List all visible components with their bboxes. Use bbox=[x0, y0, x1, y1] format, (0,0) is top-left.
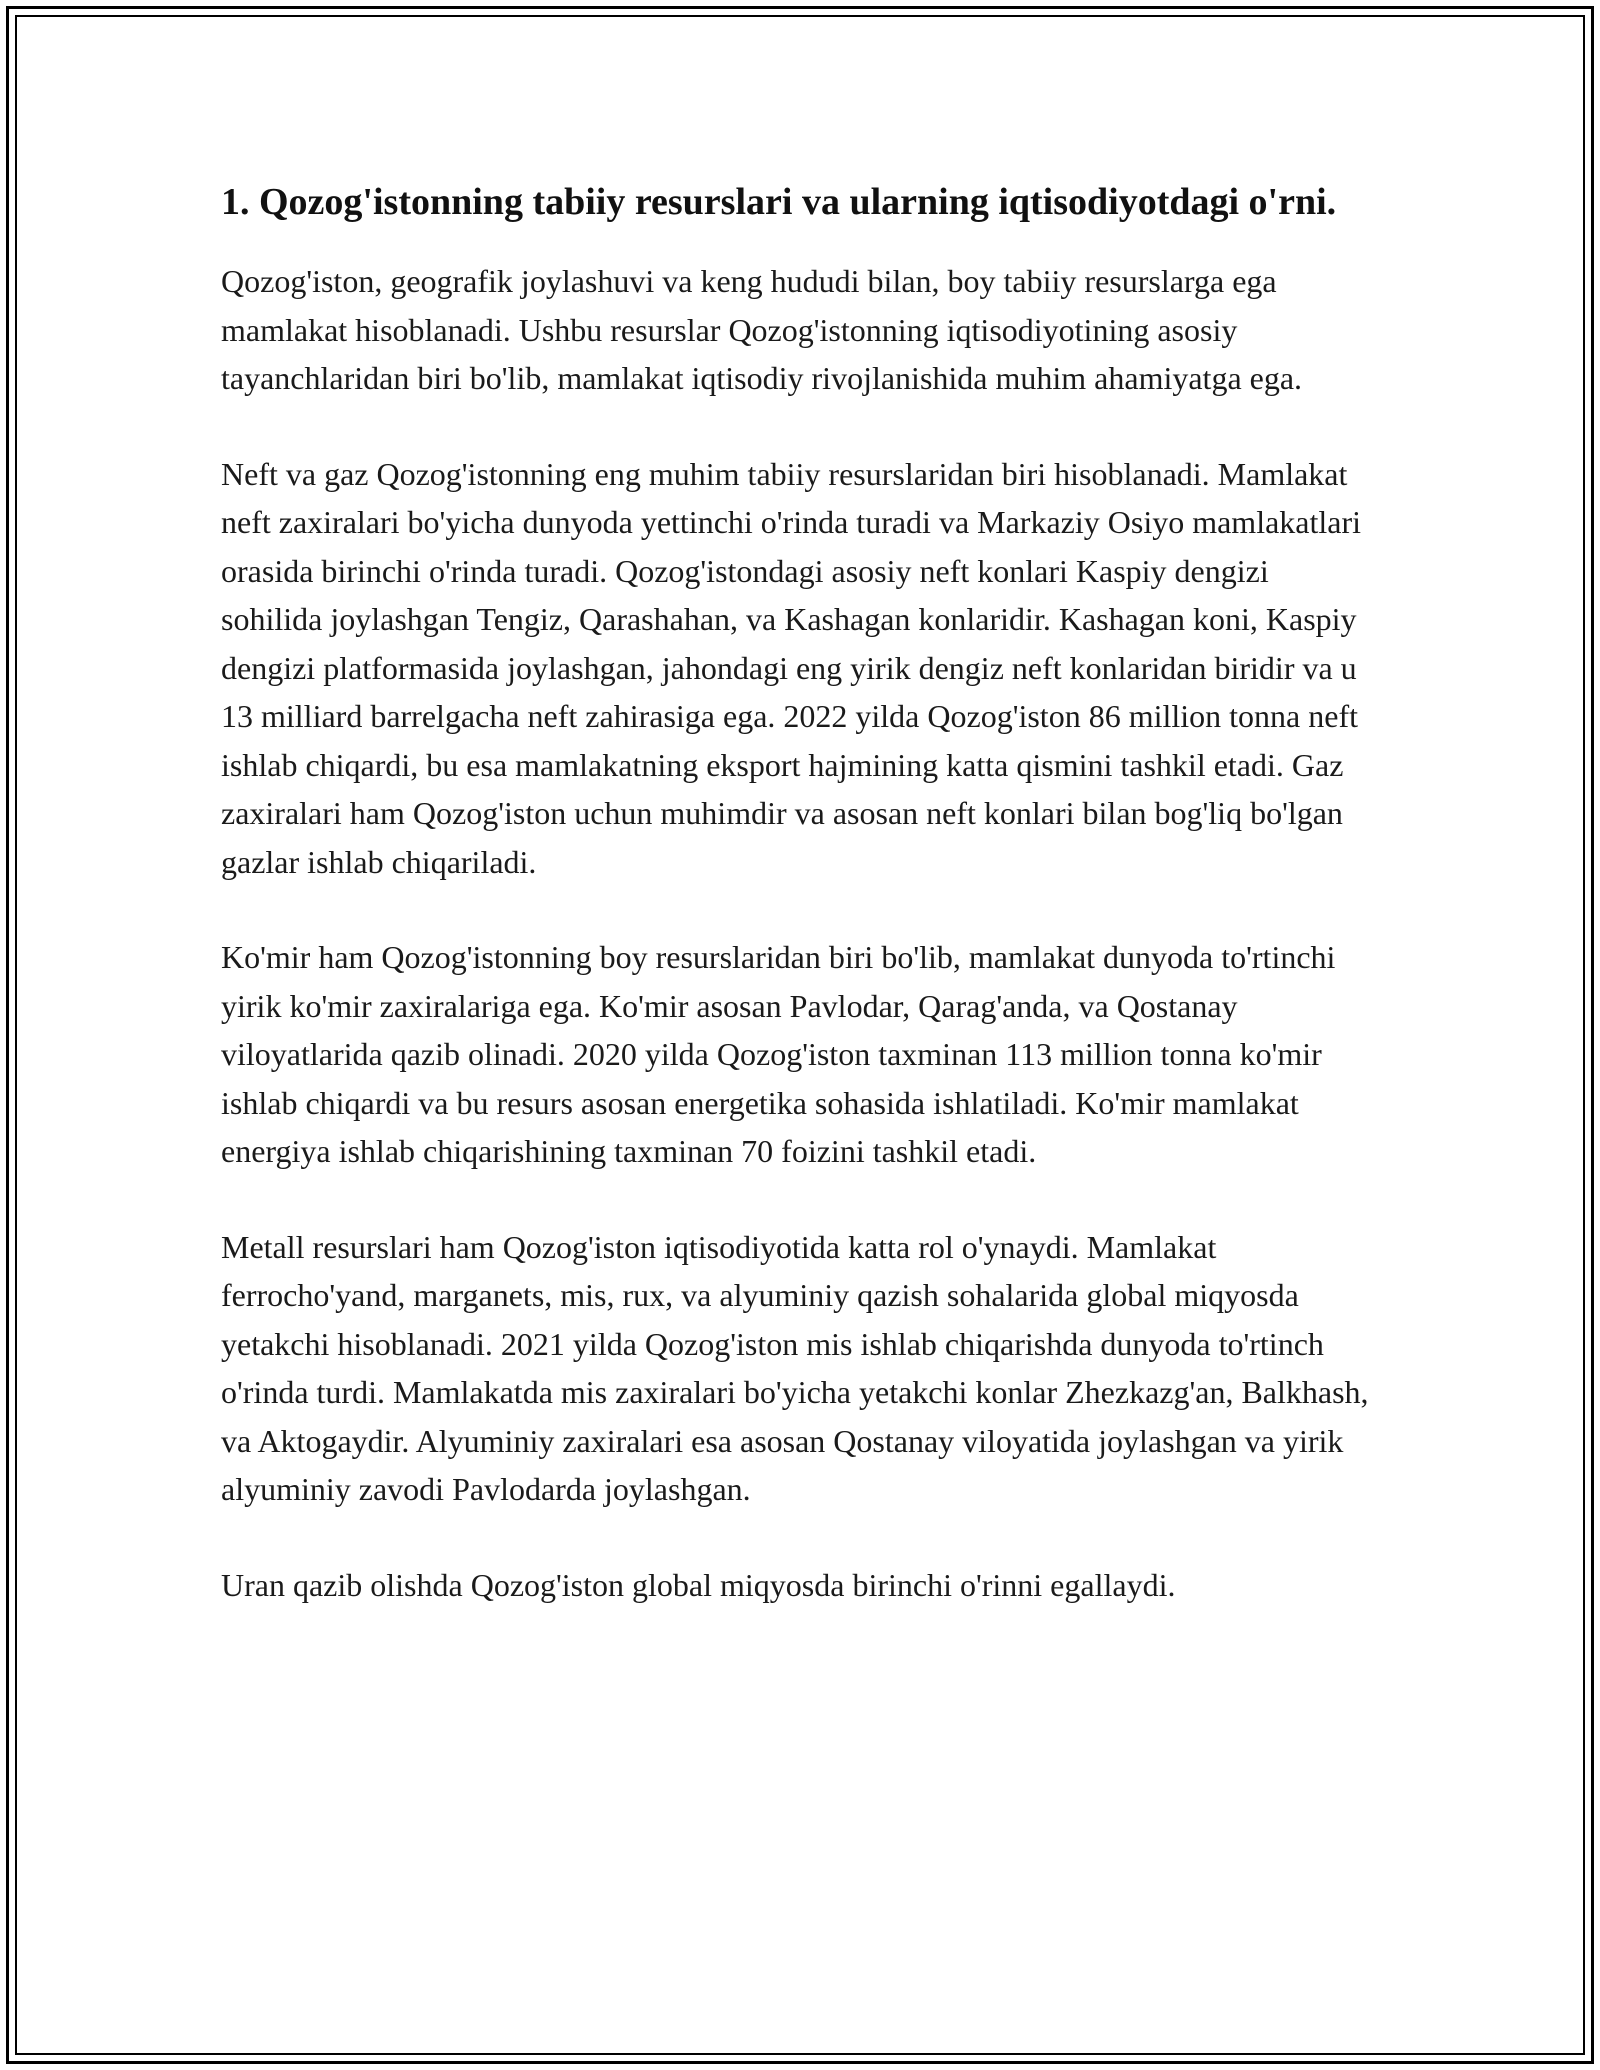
document-body bbox=[221, 177, 1371, 1656]
paragraph-oil-gas: Neft va gaz Qozog'istonning eng muhim tabiiy resurslaridan biri hisoblanadi. Mamlakat neft zaxiralari bo'yicha dunyoda yettinchi o'rinda turadi va Markaziy Osiyo mamlakatlari orasida birinchi o'rinda turadi. Qozog'istondagi asosiy neft konlari Kaspiy dengizi sohilida joylashgan Tengiz, Qarashahan, va Kashagan konlaridir. Kashagan koni, Kaspiy dengizi platformasida joylashgan, jahondagi eng yirik dengiz neft konlaridan biridir va u 13 milliard barrelgacha neft zahirasiga ega. 2022 yilda Qozog'iston 86 million tonna neft ishlab chiqardi, bu esa mamlakatning eksport hajmining katta qismini tashkil etadi. Gaz zaxiralari ham Qozog'iston uchun muhimdir va asosan neft konlari bilan bog'liq bo'lgan gazlar ishlab chiqariladi. bbox=[221, 455, 1362, 880]
paragraph-coal: Ko'mir ham Qozog'istonning boy resurslaridan biri bo'lib, mamlakat dunyoda to'rtinchi yirik ko'mir zaxiralariga ega. Ko'mir asosan Pavlodar, Qarag'anda, va Qostanay viloyatlarida qazib olinadi. 2020 yilda Qozog'iston taxminan 113 million tonna ko'mir ishlab chiqardi va bu resurs asosan energetika sohasida ishlatiladi. Ko'mir mamlakat energiya ishlab chiqarishining taxminan 70 foizini tashkil etadi. bbox=[221, 939, 1336, 1169]
section-heading: 1. Qozog'istonning tabiiy resurslari va ularning iqtisodiyotdagi o'rni. bbox=[221, 181, 1337, 223]
paragraph-metals: Metall resurslari ham Qozog'iston iqtisodiyotida katta rol o'ynaydi. Mamlakat ferrocho'yand, marganets, mis, rux, va alyuminiy qazish sohalarida global miqyosda yetakchi hisoblanadi. 2021 yilda Qozog'iston mis ishlab chiqarishda dunyoda to'rtinch o'rinda turdi. Mamlakatda mis zaxiralari bo'yicha yetakchi konlar Zhezkazg'an, Balkhash, va Aktogaydir. Alyuminiy zaxiralari esa asosan Qostanay viloyatida joylashgan va yirik alyuminiy zavodi Pavlodarda joylashgan. bbox=[221, 1228, 1369, 1507]
paragraph-intro: Qozog'iston, geografik joylashuvi va keng hududi bilan, boy tabiiy resurslarga ega mamlakat hisoblanadi. Ushbu resurslar Qozog'istonning iqtisodiyotining asosiy tayanchlaridan biri bo'lib, mamlakat iqtisodiy rivojlanishida muhim ahamiyatga ega. bbox=[221, 263, 1303, 396]
paragraph-uranium: Uran qazib olishda Qozog'iston global miqyosda birinchi o'rinni egallaydi. bbox=[221, 1566, 1176, 1603]
